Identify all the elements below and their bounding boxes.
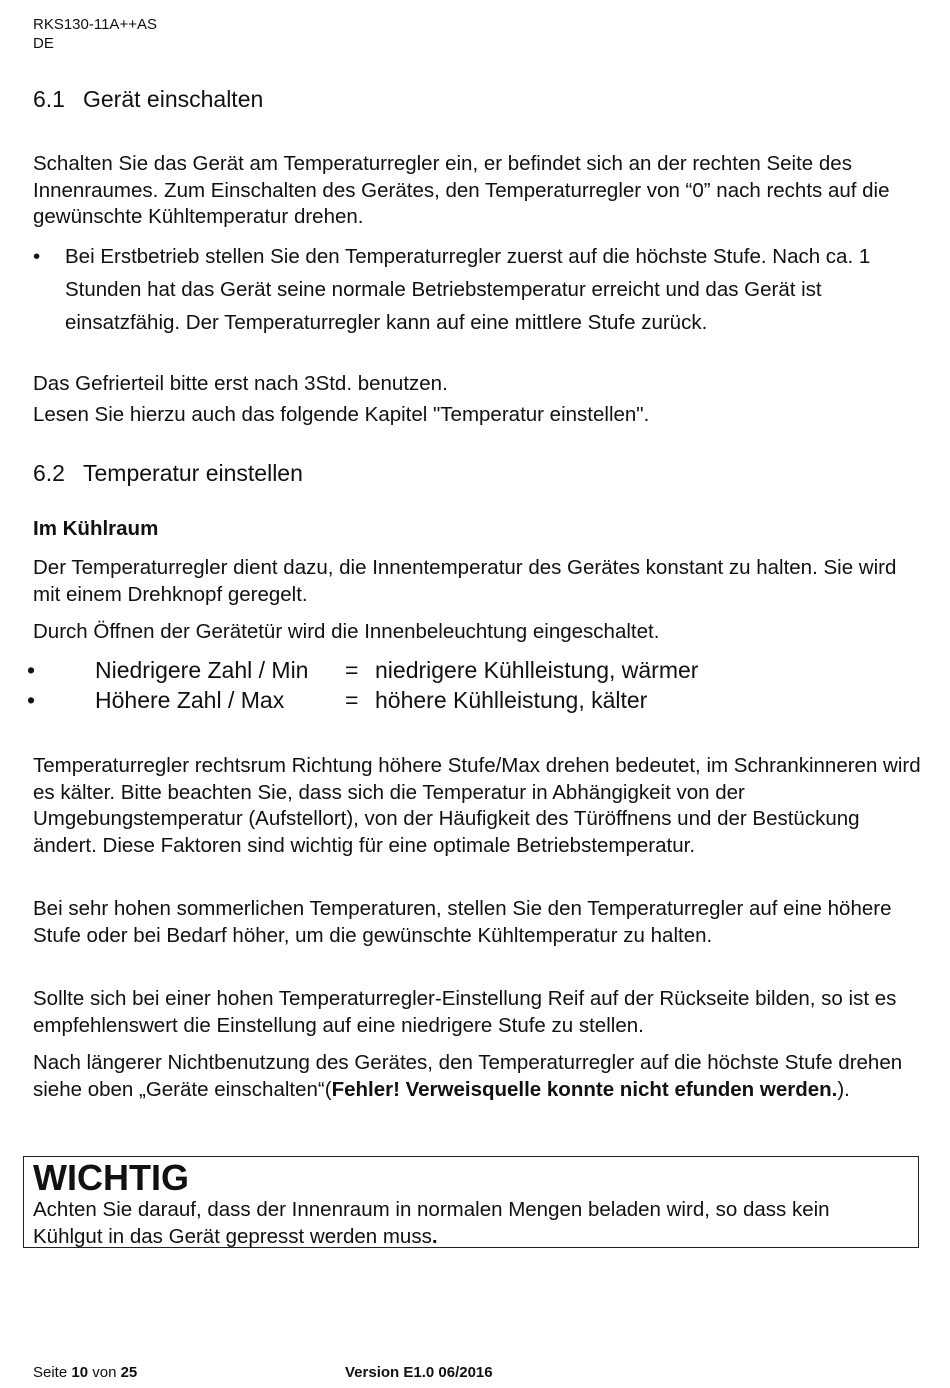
notice-body: Achten Sie darauf, dass der Innenraum in normalen Mengen beladen wird, so dass kein Kühlgut in das Gerät gepresst werden muss [33,1198,830,1248]
bullet-dot-icon: • [27,687,36,713]
page-total: 25 [120,1364,138,1381]
paragraph: Sollte sich bei einer hohen Temperaturregler-Einstellung Reif auf der Rückseite bilden, so ist es empfehlenswert die Einstellung auf eine niedrigere Stufe zu stellen. [33,987,897,1037]
setting-row [0,687,900,717]
document-header [33,15,157,53]
setting-label: Höhere Zahl / Max [95,687,285,713]
paragraph: Der Temperaturregler dient dazu, die Innentemperatur des Gerätes konstant zu halten. Sie wird mit einem Drehknopf geregelt. [33,556,897,606]
paragraph: Bei sehr hohen sommerlichen Temperaturen, stellen Sie den Temperaturregler auf eine höhere Stufe oder bei Bedarf höher, um die gewünschte Kühltemperatur zu halten. [33,897,892,947]
paragraph [33,1050,923,1103]
paragraph: Lesen Sie hierzu auch das folgende Kapitel "Temperatur einstellen". [33,403,650,426]
equals-sign: = [345,657,359,683]
section-number: 6.1 [33,86,65,112]
paragraph: Temperaturregler rechtsrum Richtung höhere Stufe/Max drehen bedeutet, im Schrankinneren wird es kälter. Bitte beachten Sie, dass sich die Temperatur in Abhängigkeit von der Umgebungstemperatur (Aufstellort), von der Häufigkeit des Türöffnens und der Bestückung ändert. Diese Faktoren sind wichtig für eine optimale Betriebstemperatur. [33,754,921,857]
language-code: DE [33,35,54,52]
section-title: Temperatur einstellen [83,460,303,486]
notice-end: . [431,1224,438,1248]
model-number: RKS130-11A++AS [33,16,157,33]
cross-reference-error: Fehler! Verweisquelle konnte nicht efunden werden. [331,1077,838,1101]
version-info: Version E1.0 06/2016 [345,1364,493,1381]
page-footer [33,1364,733,1381]
subheading: Im Kühlraum [33,517,159,540]
bullet-dot-icon: • [33,245,41,268]
section-number: 6.2 [33,460,65,486]
setting-label: Niedrigere Zahl / Min [95,657,309,683]
setting-result: höhere Kühlleistung, kälter [375,687,648,713]
setting-row [0,657,900,687]
page-label: Seite [33,1364,68,1381]
bullet-dot-icon: • [27,657,36,683]
section-6-1-heading [33,86,263,113]
section-title: Gerät einschalten [83,86,264,112]
page-of-label: von [92,1364,117,1381]
notice-text [33,1197,903,1250]
important-notice-box [23,1156,919,1248]
paragraph: Das Gefrierteil bitte erst nach 3Std. benutzen. [33,372,448,395]
paragraph-text: ). [837,1077,850,1101]
bullet-text: Bei Erstbetrieb stellen Sie den Temperaturregler zuerst auf die höchste Stufe. Nach ca. 1 Stunden hat das Gerät seine normale Betriebstemperatur erreicht und das Gerät ist einsatzfähig. Der Temperaturregler kann auf eine mittlere Stufe zurück. [65,245,871,334]
setting-result: niedrigere Kühlleistung, wärmer [375,657,699,683]
page-number: 10 [71,1364,89,1381]
bullet-item [33,240,923,339]
section-6-2-heading [33,460,303,487]
paragraph: Schalten Sie das Gerät am Temperaturregler ein, er befindet sich an der rechten Seite des Innenraumes. Zum Einschalten des Gerätes, den Temperaturregler von “0” nach rechts auf die gewünschte Kühltemperatur drehen. [33,152,890,228]
paragraph-text: Nach längerer Nichtbenutzung des Gerätes, den Temperaturregler auf die höchste Stufe drehen siehe oben „Geräte einschalten“( [33,1051,903,1101]
notice-title: WICHTIG [33,1157,189,1198]
paragraph: Durch Öffnen der Gerätetür wird die Innenbeleuchtung eingeschaltet. [33,620,660,643]
equals-sign: = [345,687,359,713]
